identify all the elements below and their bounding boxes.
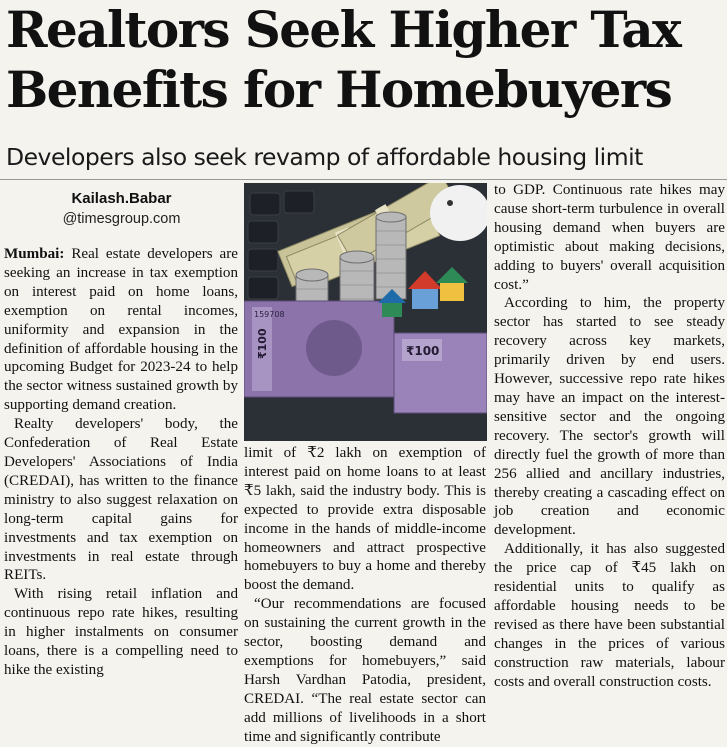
article-column-2 — [244, 444, 486, 747]
note-value-right: ₹100 — [406, 344, 440, 358]
byline-author: Kailash.Babar — [71, 190, 172, 207]
note-value-left: ₹100 — [256, 328, 269, 359]
headline-line-2: Benefits for Homebuyers — [6, 60, 672, 119]
paragraph: Additionally, it has also suggested the price cap of ₹45 lakh on residential units to qualify as affordable housing needs to be revised as there have been substantial changes in the prices of various construction raw materials, labour costs and overall construction costs. — [494, 541, 725, 690]
headline-line-1: Realtors Seek Higher Tax — [6, 0, 681, 59]
paragraph: According to him, the property sector has started to see steady recovery across key markets, primarily driven by end users. However, successive repo rate hikes may have an impact on the interest-sensitive sector and the ongoing recovery. The sector's growth will directly fuel the growth of more than 256 allied and ancillary industries, thereby creating a cascading effect on job creation and economic development. — [494, 295, 725, 539]
byline-email: @timesgroup.com — [62, 211, 181, 227]
note-serial: 159708 — [254, 310, 285, 319]
article-photo — [244, 183, 487, 441]
byline — [0, 189, 243, 229]
subheadline: Developers also seek revamp of affordable housing limit — [6, 143, 643, 171]
paragraph: limit of ₹2 lakh on exemption of interest paid on home loans to at least ₹5 lakh, said the industry body. This is expected to provide extra disposable income in the hands of middle-income homeowners and attract prospective homebuyers to buy a home and thereby boost the demand. — [244, 445, 486, 594]
paragraph: With rising retail inflation and continuous repo rate hikes, resulting in higher instalments on consumer loans, there is a compelling need to hike the existing — [4, 586, 238, 678]
article-column-1 — [4, 245, 238, 680]
paragraph: to GDP. Continuous rate hikes may cause short-term turbulence in overall housing demand when buyers are optimistic about making decisions, adding to buyers' overall acquisition cost.” — [494, 182, 725, 293]
paragraph — [4, 245, 238, 415]
money-houses-illustration — [244, 183, 487, 441]
top-divider — [0, 179, 727, 180]
article-column-3 — [494, 181, 725, 691]
dateline: Mumbai: — [4, 246, 65, 262]
paragraph: Realty developers' body, the Confederation of Real Estate Developers' Associations of India (CREDAI), has written to the finance ministry to also suggest relaxation on long-term capital gains for investments and tax exemption on investments in real estate through REITs. — [4, 416, 238, 584]
headline — [6, 0, 722, 120]
paragraph-text: Real estate developers are seeking an increase in tax exemption on interest paid on home loans, exemption on rental incomes, uniformity and expansion in the definition of affordable housing in the upcoming Budget for 2023-24 to help the sector witness sustained growth by supporting demand creation. — [4, 246, 238, 414]
paragraph: “Our recommendations are focused on sustaining the current growth in the sector, boosting demand and exemptions for homebuyers,” said Harsh Vardhan Patodia, president, CREDAI. “The real estate sector can add millions of livelihoods in a short time and significantly contribute — [244, 596, 486, 745]
